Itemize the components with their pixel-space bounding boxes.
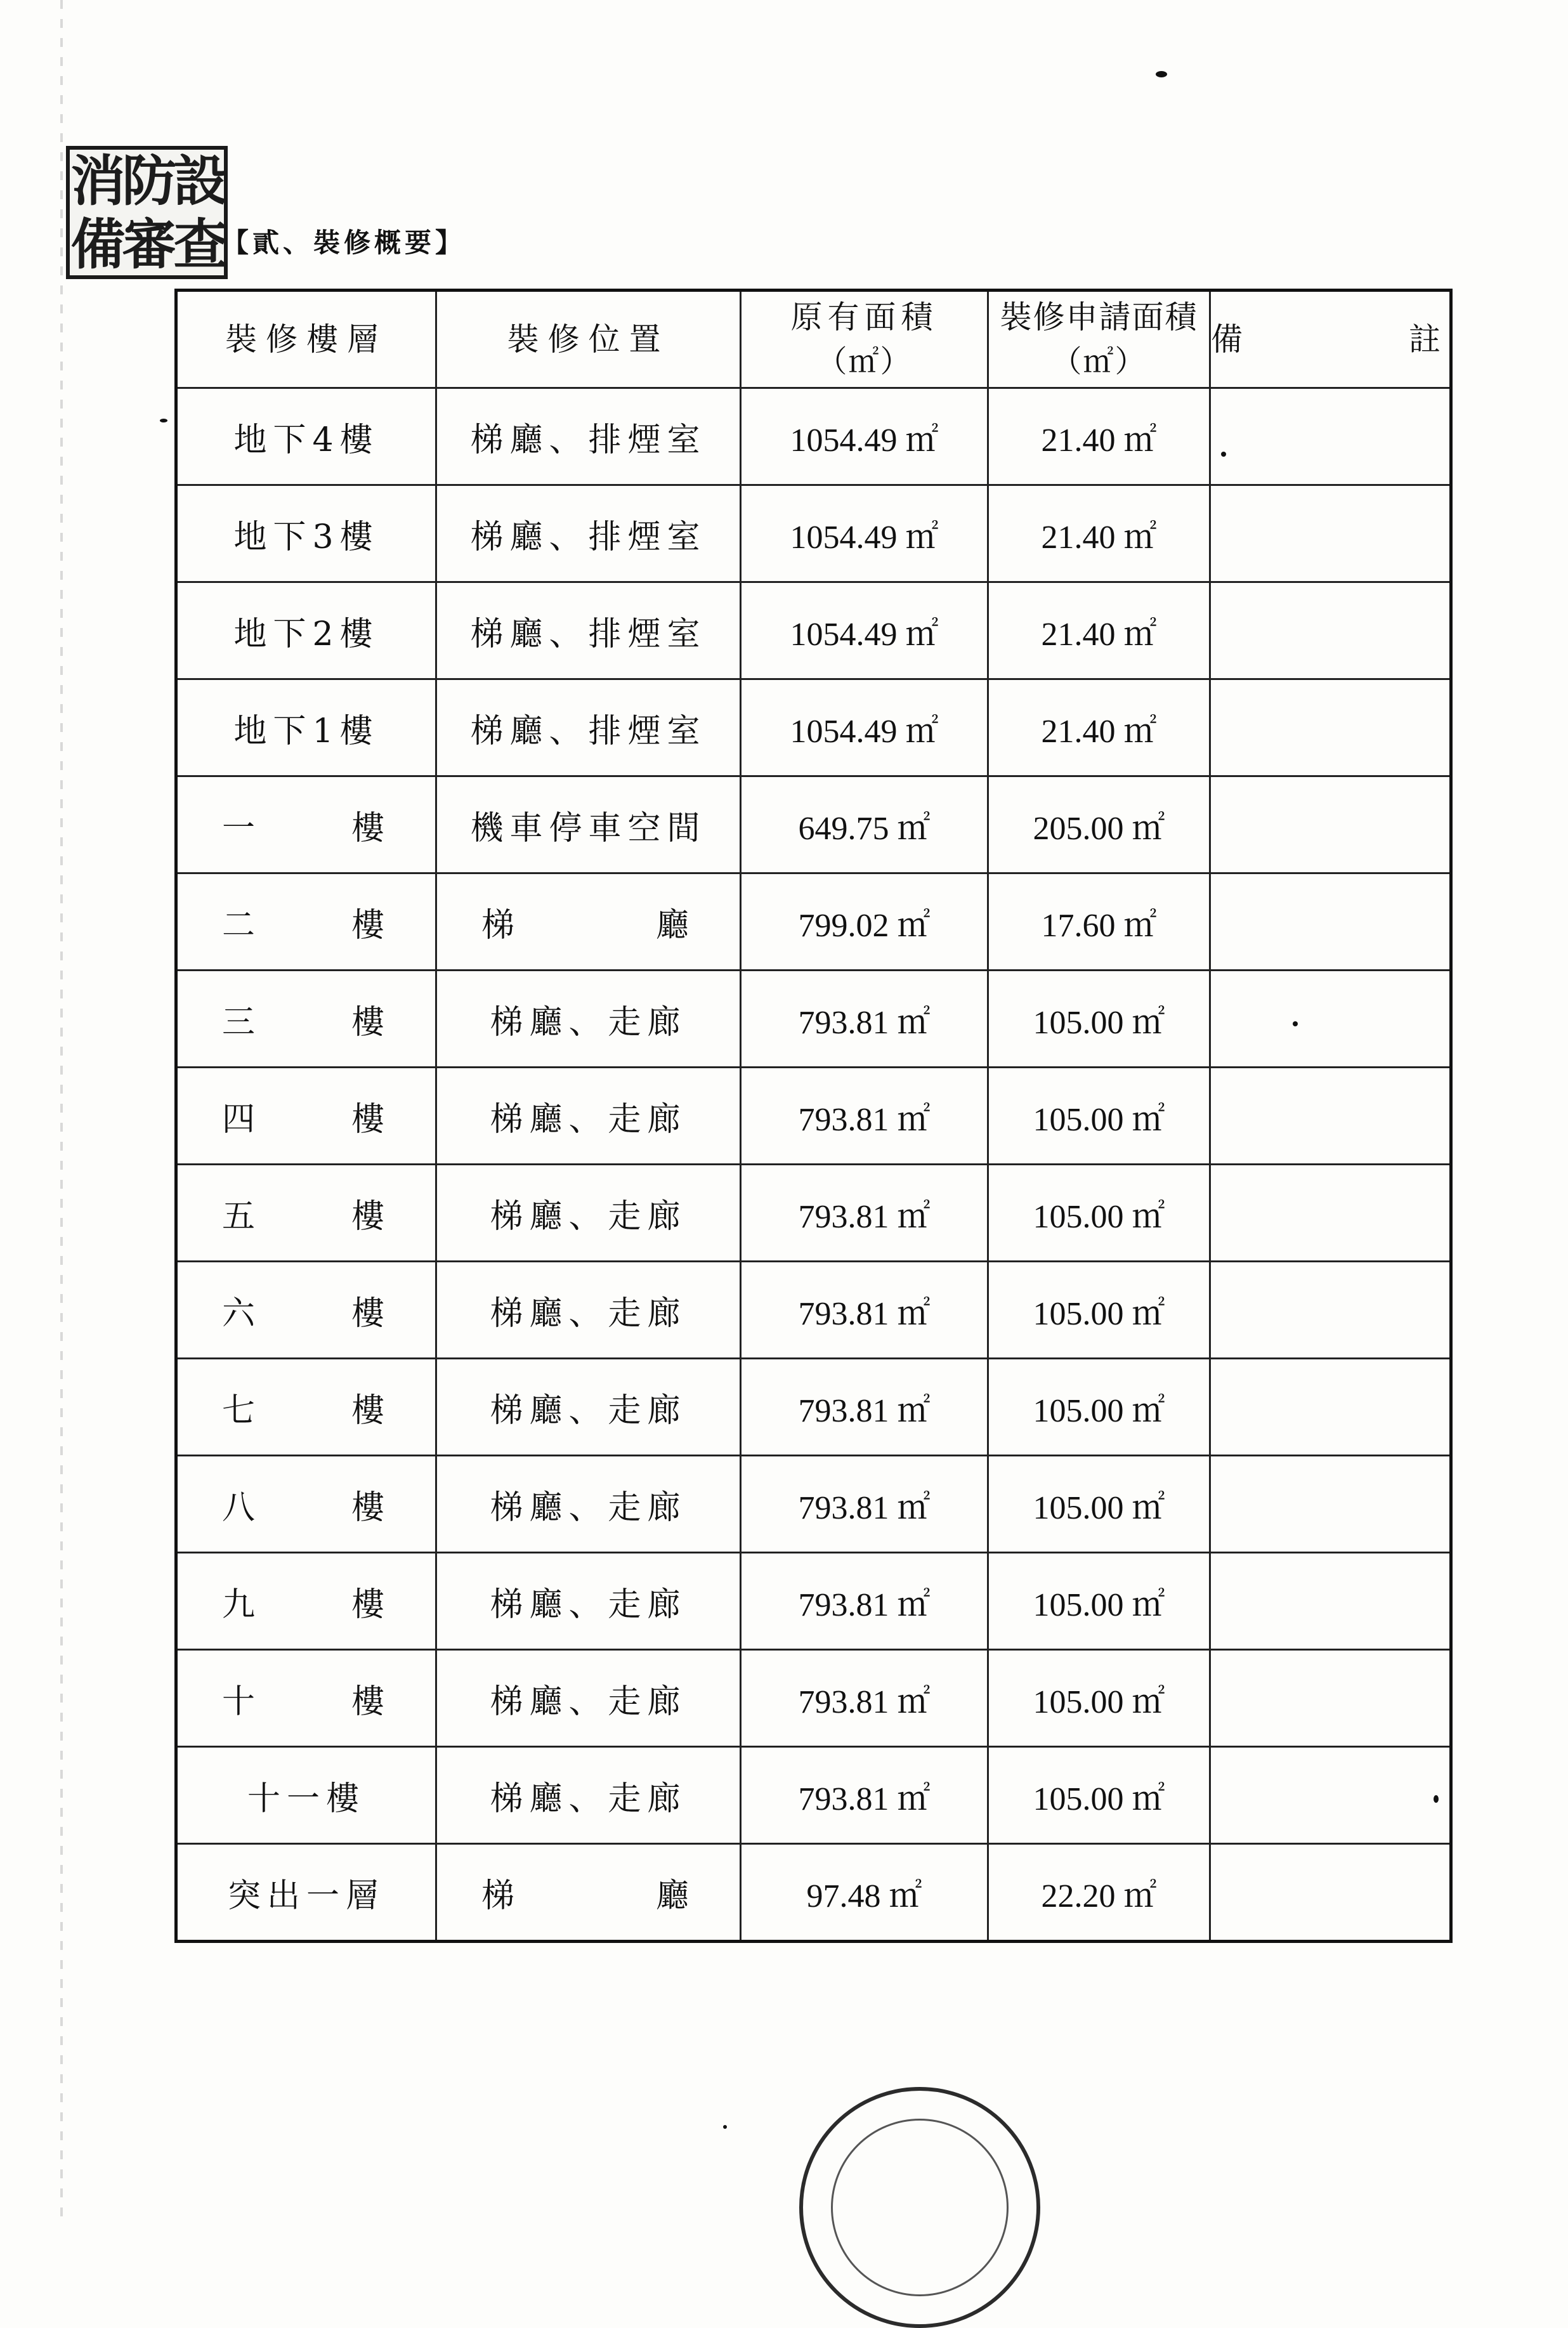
cell-location: 梯廳、排煙室: [436, 679, 741, 776]
cell-location: 梯廳、走廊: [436, 1650, 741, 1747]
cell-requested-area: 105.00 ㎡: [988, 1747, 1210, 1844]
cell-floor: 四 樓: [176, 1068, 436, 1165]
official-seal-stamp: [66, 146, 228, 279]
cell-floor: 三 樓: [176, 971, 436, 1068]
table-row: [176, 873, 1451, 971]
table-row: [176, 1553, 1451, 1650]
table-row: [176, 1650, 1451, 1747]
table-row: [176, 971, 1451, 1068]
cell-location: 梯廳、走廊: [436, 1068, 741, 1165]
cell-location: 梯廳、走廊: [436, 1553, 741, 1650]
cell-requested-area: 205.00 ㎡: [988, 776, 1210, 873]
cell-original-area: 1054.49 ㎡: [741, 388, 988, 485]
round-seal-inner-ring: [831, 2119, 1009, 2296]
header-floor: 裝修樓層: [176, 291, 436, 388]
cell-note: [1210, 776, 1451, 873]
cell-note: [1210, 1844, 1451, 1942]
cell-requested-area: 21.40 ㎡: [988, 582, 1210, 679]
cell-original-area: 97.48 ㎡: [741, 1844, 988, 1942]
cell-original-area: 793.81 ㎡: [741, 1650, 988, 1747]
cell-location: 梯 廳: [436, 1844, 741, 1942]
cell-requested-area: 105.00 ㎡: [988, 1553, 1210, 1650]
cell-requested-area: 21.40 ㎡: [988, 679, 1210, 776]
seal-glyph: 查: [173, 213, 223, 277]
header-location: 裝修位置: [436, 291, 741, 388]
cell-floor: 地下3樓: [176, 485, 436, 582]
scan-edge-mark: [60, 0, 63, 2225]
cell-note: [1210, 1165, 1451, 1262]
table-row: [176, 776, 1451, 873]
cell-floor: 七 樓: [176, 1359, 436, 1456]
table-row: [176, 1165, 1451, 1262]
header-original-area-unit: （㎡）: [816, 344, 912, 379]
table-row: [176, 1262, 1451, 1359]
cell-note: [1210, 485, 1451, 582]
cell-note: [1210, 1456, 1451, 1553]
cell-location: 機車停車空間: [436, 776, 741, 873]
cell-floor: 地下1樓: [176, 679, 436, 776]
cell-original-area: 1054.49 ㎡: [741, 679, 988, 776]
cell-location: 梯廳、走廊: [436, 1456, 741, 1553]
cell-original-area: 793.81 ㎡: [741, 1068, 988, 1165]
scan-speck: [1434, 1795, 1439, 1803]
cell-location: 梯廳、走廊: [436, 971, 741, 1068]
cell-requested-area: 105.00 ㎡: [988, 1456, 1210, 1553]
cell-location: 梯廳、走廊: [436, 1262, 741, 1359]
cell-note: [1210, 679, 1451, 776]
section-title: 【貳、裝修概要】: [222, 227, 466, 258]
cell-floor: 九 樓: [176, 1553, 436, 1650]
header-requested-area: [988, 291, 1210, 388]
seal-glyph: 審: [122, 213, 172, 277]
cell-floor: 十 樓: [176, 1650, 436, 1747]
cell-location: 梯廳、排煙室: [436, 485, 741, 582]
table-row: [176, 1747, 1451, 1844]
header-original-area-label: 原有面積: [790, 299, 938, 336]
scan-speck: [723, 2125, 727, 2129]
seal-glyph: 消: [70, 149, 121, 213]
cell-note: [1210, 1068, 1451, 1165]
cell-original-area: 793.81 ㎡: [741, 1456, 988, 1553]
cell-floor: 八 樓: [176, 1456, 436, 1553]
cell-note: [1210, 1553, 1451, 1650]
renovation-summary-table: [174, 289, 1453, 1943]
cell-floor: 突出一層: [176, 1844, 436, 1942]
header-requested-area-unit: （㎡）: [1051, 344, 1147, 379]
seal-glyph: 防: [122, 149, 172, 213]
cell-floor: 六 樓: [176, 1262, 436, 1359]
cell-original-area: 649.75 ㎡: [741, 776, 988, 873]
cell-requested-area: 105.00 ㎡: [988, 1262, 1210, 1359]
cell-note: [1210, 1747, 1451, 1844]
scan-speck: [1156, 71, 1167, 77]
cell-note: [1210, 1650, 1451, 1747]
cell-requested-area: 105.00 ㎡: [988, 1165, 1210, 1262]
cell-location: 梯廳、排煙室: [436, 388, 741, 485]
cell-requested-area: 105.00 ㎡: [988, 1650, 1210, 1747]
cell-requested-area: 105.00 ㎡: [988, 1359, 1210, 1456]
seal-glyph: 設: [173, 149, 223, 213]
cell-note: [1210, 971, 1451, 1068]
table-row: [176, 1068, 1451, 1165]
header-requested-area-label: 裝修申請面積: [1000, 299, 1198, 336]
cell-original-area: 793.81 ㎡: [741, 1553, 988, 1650]
table-row: [176, 1844, 1451, 1942]
cell-location: 梯 廳: [436, 873, 741, 971]
cell-note: [1210, 1262, 1451, 1359]
cell-original-area: 793.81 ㎡: [741, 1359, 988, 1456]
cell-original-area: 799.02 ㎡: [741, 873, 988, 971]
scan-speck: [160, 419, 167, 422]
cell-floor: 五 樓: [176, 1165, 436, 1262]
seal-glyph: 備: [70, 213, 121, 277]
cell-requested-area: 105.00 ㎡: [988, 971, 1210, 1068]
cell-original-area: 793.81 ㎡: [741, 1262, 988, 1359]
cell-requested-area: 21.40 ㎡: [988, 388, 1210, 485]
cell-note: [1210, 582, 1451, 679]
cell-original-area: 793.81 ㎡: [741, 971, 988, 1068]
table-row: [176, 1359, 1451, 1456]
scan-speck: [1221, 452, 1226, 457]
table-header-row: [176, 291, 1451, 388]
cell-requested-area: 21.40 ㎡: [988, 485, 1210, 582]
cell-floor: 一 樓: [176, 776, 436, 873]
cell-floor: 十一樓: [176, 1747, 436, 1844]
cell-original-area: 793.81 ㎡: [741, 1165, 988, 1262]
table-row: [176, 582, 1451, 679]
table-body: [176, 388, 1451, 1942]
cell-location: 梯廳、走廊: [436, 1359, 741, 1456]
table-row: [176, 679, 1451, 776]
cell-note: [1210, 388, 1451, 485]
header-note: 備 註: [1210, 291, 1451, 388]
cell-location: 梯廳、走廊: [436, 1165, 741, 1262]
cell-floor: 地下4樓: [176, 388, 436, 485]
cell-requested-area: 17.60 ㎡: [988, 873, 1210, 971]
cell-original-area: 1054.49 ㎡: [741, 582, 988, 679]
cell-original-area: 1054.49 ㎡: [741, 485, 988, 582]
cell-floor: 二 樓: [176, 873, 436, 971]
header-original-area: [741, 291, 988, 388]
table-row: [176, 388, 1451, 485]
cell-requested-area: 22.20 ㎡: [988, 1844, 1210, 1942]
cell-note: [1210, 1359, 1451, 1456]
table-row: [176, 485, 1451, 582]
cell-note: [1210, 873, 1451, 971]
cell-original-area: 793.81 ㎡: [741, 1747, 988, 1844]
table-row: [176, 1456, 1451, 1553]
cell-requested-area: 105.00 ㎡: [988, 1068, 1210, 1165]
cell-floor: 地下2樓: [176, 582, 436, 679]
scan-speck: [1293, 1021, 1298, 1026]
cell-location: 梯廳、排煙室: [436, 582, 741, 679]
cell-location: 梯廳、走廊: [436, 1747, 741, 1844]
